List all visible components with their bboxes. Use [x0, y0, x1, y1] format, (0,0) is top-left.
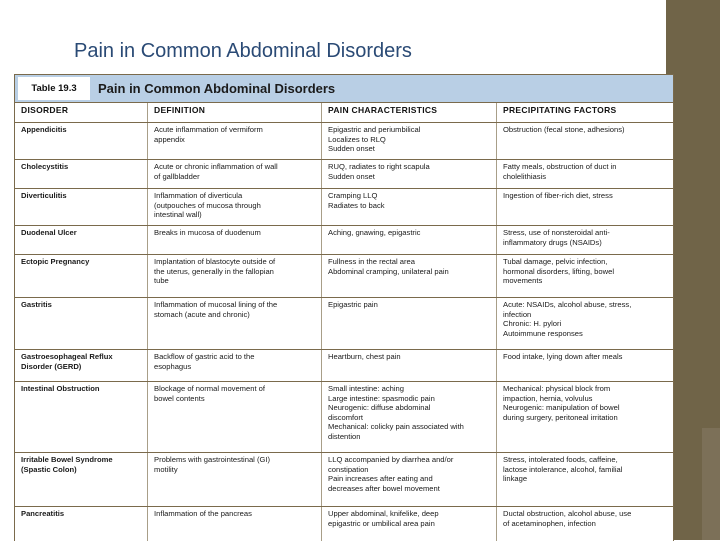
- cell-factors: Fatty meals, obstruction of duct in cholelithiasis: [496, 160, 673, 188]
- table-row: [15, 453, 673, 507]
- column-header-pain: PAIN CHARACTERISTICS: [321, 103, 496, 122]
- cell-pain: LLQ accompanied by diarrhea and/or constipation Pain increases after eating and decreases after bowel movement: [321, 453, 496, 506]
- cell-definition: Acute or chronic inflammation of wall of gallbladder: [147, 160, 321, 188]
- cell-disorder: Cholecystitis: [21, 162, 69, 171]
- cell-definition: Inflammation of the pancreas: [147, 507, 321, 541]
- table-row: [15, 350, 673, 382]
- table-row: [15, 298, 673, 350]
- cell-disorder: Pancreatitis: [21, 509, 65, 518]
- cell-disorder: Diverticulitis: [21, 191, 67, 200]
- cell-pain: Upper abdominal, knifelike, deep epigastric or umbilical area pain: [321, 507, 496, 541]
- table-row: [15, 507, 673, 541]
- cell-pain: Epigastric and periumbilical Localizes to RLQ Sudden onset: [321, 123, 496, 159]
- cell-disorder: Intestinal Obstruction: [21, 384, 100, 393]
- cell-disorder: Gastroesophageal Reflux Disorder (GERD): [21, 352, 113, 371]
- table-grid: [15, 103, 673, 541]
- slide-title: Pain in Common Abdominal Disorders: [74, 40, 412, 62]
- disorders-table: [14, 74, 674, 541]
- cell-pain: Small intestine: aching Large intestine: spasmodic pain Neurogenic: diffuse abdominal discomfort Mechanical: colicky pain associated with distention: [321, 382, 496, 452]
- cell-definition: Blockage of normal movement of bowel contents: [147, 382, 321, 452]
- cell-disorder: Gastritis: [21, 300, 52, 309]
- cell-definition: Problems with gastrointestinal (GI) motility: [147, 453, 321, 506]
- cell-disorder: Ectopic Pregnancy: [21, 257, 90, 266]
- cell-factors: Ingestion of fiber-rich diet, stress: [496, 189, 673, 225]
- cell-definition: Breaks in mucosa of duodenum: [147, 226, 321, 254]
- table-row: [15, 382, 673, 453]
- column-header-definition: DEFINITION: [147, 103, 321, 122]
- cell-definition: Backflow of gastric acid to the esophagus: [147, 350, 321, 381]
- table-row: [15, 189, 673, 226]
- cell-factors: Food intake, lying down after meals: [496, 350, 673, 381]
- cell-factors: Stress, intolerated foods, caffeine, lactose intolerance, alcohol, familial linkage: [496, 453, 673, 506]
- cell-disorder: Irritable Bowel Syndrome (Spastic Colon): [21, 455, 113, 474]
- cell-pain: Aching, gnawing, epigastric: [321, 226, 496, 254]
- column-header-factors: PRECIPITATING FACTORS: [496, 103, 673, 122]
- table-number-label: Table 19.3: [18, 77, 90, 100]
- table-title: Pain in Common Abdominal Disorders: [98, 81, 336, 96]
- column-header-row: [15, 103, 673, 123]
- cell-definition: Implantation of blastocyte outside of the uterus, generally in the fallopian tube: [147, 255, 321, 297]
- table-row: [15, 226, 673, 255]
- cell-factors: Acute: NSAIDs, alcohol abuse, stress, infection Chronic: H. pylori Autoimmune responses: [496, 298, 673, 349]
- cell-pain: Heartburn, chest pain: [321, 350, 496, 381]
- cell-disorder: Appendicitis: [21, 125, 67, 134]
- column-header-disorder: DISORDER: [21, 105, 69, 115]
- table-body: [15, 123, 673, 541]
- side-decoration-stripe: [702, 428, 720, 540]
- cell-disorder: Duodenal Ulcer: [21, 228, 77, 237]
- cell-definition: Acute inflammation of vermiform appendix: [147, 123, 321, 159]
- cell-pain: Epigastric pain: [321, 298, 496, 349]
- table-row: [15, 255, 673, 298]
- table-header-bar: [15, 75, 673, 103]
- cell-factors: Stress, use of nonsteroidal anti- inflammatory drugs (NSAIDs): [496, 226, 673, 254]
- cell-pain: Cramping LLQ Radiates to back: [321, 189, 496, 225]
- cell-factors: Tubal damage, pelvic infection, hormonal disorders, lifting, bowel movements: [496, 255, 673, 297]
- cell-pain: Fullness in the rectal area Abdominal cramping, unilateral pain: [321, 255, 496, 297]
- table-row: [15, 160, 673, 189]
- cell-definition: Inflammation of mucosal lining of the stomach (acute and chronic): [147, 298, 321, 349]
- cell-pain: RUQ, radiates to right scapula Sudden onset: [321, 160, 496, 188]
- cell-definition: Inflammation of diverticula (outpouches of mucosa through intestinal wall): [147, 189, 321, 225]
- cell-factors: Obstruction (fecal stone, adhesions): [496, 123, 673, 159]
- cell-factors: Ductal obstruction, alcohol abuse, use of acetaminophen, infection: [496, 507, 673, 541]
- cell-factors: Mechanical: physical block from impaction, hernia, volvulus Neurogenic: manipulation of bowel during surgery, peritoneal irritation: [496, 382, 673, 452]
- table-row: [15, 123, 673, 160]
